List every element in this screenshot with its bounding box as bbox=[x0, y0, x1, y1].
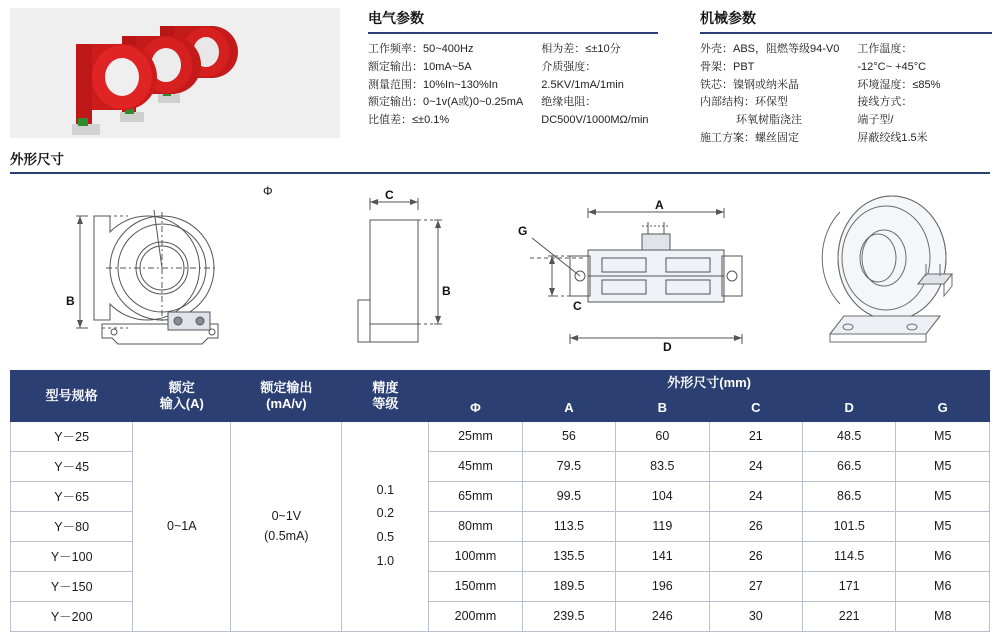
cell-c: 24 bbox=[709, 451, 802, 481]
cell-d: 171 bbox=[803, 571, 896, 601]
electrical-spec-block bbox=[368, 8, 658, 130]
label-top-a: A bbox=[655, 198, 664, 212]
label-side-c: C bbox=[385, 188, 394, 202]
cell-c: 21 bbox=[709, 421, 802, 451]
th-model: 型号规格 bbox=[11, 371, 133, 422]
cell-phi: 45mm bbox=[429, 451, 522, 481]
cell-d: 114.5 bbox=[803, 541, 896, 571]
electrical-col-2 bbox=[541, 41, 648, 130]
cell-c: 27 bbox=[709, 571, 802, 601]
dimensions-section-title: 外形尺寸 bbox=[10, 148, 990, 174]
table-header-row-1 bbox=[11, 371, 990, 396]
accuracy-value: 0.5 bbox=[376, 530, 395, 544]
cell-b: 104 bbox=[616, 481, 709, 511]
cell-c: 26 bbox=[709, 541, 802, 571]
th-rated-output-l2: (mA/v) bbox=[266, 395, 307, 411]
cell-b: 83.5 bbox=[616, 451, 709, 481]
accuracy-value: 0.2 bbox=[376, 506, 395, 521]
electrical-item: 介质强度： bbox=[541, 60, 597, 73]
mechanical-spec-block bbox=[700, 8, 992, 148]
accuracy-value: 1.0 bbox=[376, 553, 395, 568]
label-top-d: D bbox=[663, 340, 672, 354]
cell-a: 239.5 bbox=[522, 601, 615, 631]
cell-phi: 65mm bbox=[429, 481, 522, 511]
electrical-item: 绝缘电阻： bbox=[541, 96, 597, 109]
cell-a: 56 bbox=[522, 421, 615, 451]
cell-accuracy-merged bbox=[342, 421, 429, 631]
electrical-col-1 bbox=[368, 41, 523, 130]
electrical-item: 2.5KV/1mA/1min bbox=[541, 78, 624, 91]
accuracy-value: 0.1 bbox=[376, 482, 395, 497]
cell-b: 119 bbox=[616, 511, 709, 541]
cell-g: M8 bbox=[896, 601, 990, 631]
mechanical-item: 工作温度： bbox=[857, 43, 913, 55]
front-view-drawing bbox=[50, 172, 270, 366]
th-rated-output-l1: 额定输出 bbox=[260, 379, 313, 395]
cell-b: 246 bbox=[616, 601, 709, 631]
cell-phi: 25mm bbox=[429, 421, 522, 451]
cell-g: M6 bbox=[896, 541, 990, 571]
cell-phi: 150mm bbox=[429, 571, 522, 601]
cell-rated-output-l2: (0.5mA) bbox=[264, 529, 309, 543]
label-front-b: B bbox=[66, 294, 75, 308]
mechanical-item: 环境湿度：≤85% bbox=[857, 78, 941, 91]
th-dim-d: D bbox=[803, 396, 896, 421]
mechanical-item: 接线方式： bbox=[857, 96, 913, 109]
th-dim-c: C bbox=[709, 396, 802, 421]
side-view-drawing bbox=[330, 172, 470, 366]
cell-a: 135.5 bbox=[522, 541, 615, 571]
mechanical-item: 环氧树脂浇注 bbox=[736, 114, 802, 127]
th-dim-phi: Φ bbox=[429, 396, 522, 421]
cell-rated-output-merged bbox=[231, 421, 342, 631]
electrical-item: DC500V/1000MΩ/min bbox=[541, 114, 649, 127]
th-rated-output bbox=[231, 371, 342, 422]
mechanical-item: -12°C~ +45°C bbox=[857, 60, 927, 73]
cell-a: 99.5 bbox=[522, 481, 615, 511]
cell-d: 66.5 bbox=[803, 451, 896, 481]
cell-model: Y－150 bbox=[11, 571, 133, 601]
mechanical-col-2 bbox=[857, 41, 940, 148]
th-rated-input bbox=[133, 371, 231, 422]
table-row bbox=[11, 421, 990, 451]
cell-a: 189.5 bbox=[522, 571, 615, 601]
electrical-item: 比值差：≤±0.1% bbox=[368, 114, 450, 127]
product-photo-svg bbox=[10, 8, 340, 138]
isometric-view-drawing bbox=[800, 172, 990, 366]
th-dim-g: G bbox=[896, 396, 990, 421]
th-rated-input-l1: 额定 bbox=[168, 379, 195, 395]
cell-d: 101.5 bbox=[803, 511, 896, 541]
th-accuracy bbox=[342, 371, 429, 422]
label-top-c: C bbox=[573, 299, 582, 313]
mechanical-item: 端子型/ bbox=[857, 114, 894, 127]
mechanical-item: 施工方案：螺丝固定 bbox=[700, 132, 799, 145]
specification-table bbox=[10, 370, 990, 632]
cell-phi: 100mm bbox=[429, 541, 522, 571]
cell-c: 24 bbox=[709, 481, 802, 511]
cell-model: Y－200 bbox=[11, 601, 133, 631]
th-accuracy-l1: 精度 bbox=[372, 379, 399, 395]
electrical-item: 相为差：≤±10分 bbox=[541, 43, 621, 55]
cell-b: 196 bbox=[616, 571, 709, 601]
cell-model: Y－45 bbox=[11, 451, 133, 481]
cell-rated-output-l1: 0~1V bbox=[271, 509, 302, 523]
cell-g: M5 bbox=[896, 451, 990, 481]
mechanical-item: 外壳：ABS，阻燃等级94-V0 bbox=[700, 43, 840, 55]
cell-g: M5 bbox=[896, 481, 990, 511]
cell-c: 26 bbox=[709, 511, 802, 541]
cell-g: M5 bbox=[896, 511, 990, 541]
cell-g: M6 bbox=[896, 571, 990, 601]
cell-b: 141 bbox=[616, 541, 709, 571]
mechanical-item: 骨架：PBT bbox=[700, 60, 755, 73]
electrical-item: 工作频率：50~400Hz bbox=[368, 43, 474, 55]
cell-rated-input-merged: 0~1A bbox=[133, 421, 231, 631]
cell-model: Y－65 bbox=[11, 481, 133, 511]
mechanical-item: 铁芯：镍钢或纳米晶 bbox=[700, 78, 799, 91]
cell-d: 48.5 bbox=[803, 421, 896, 451]
label-front-phi: Φ bbox=[263, 184, 273, 198]
cell-a: 79.5 bbox=[522, 451, 615, 481]
cell-phi: 80mm bbox=[429, 511, 522, 541]
label-side-b: B bbox=[442, 284, 451, 298]
electrical-item: 测量范围：10%In~130%In bbox=[368, 78, 498, 91]
th-dim-a: A bbox=[522, 396, 615, 421]
cell-model: Y－80 bbox=[11, 511, 133, 541]
mechanical-item: 屏蔽绞线1.5米 bbox=[857, 132, 928, 145]
mechanical-col-1 bbox=[700, 41, 839, 148]
cell-c: 30 bbox=[709, 601, 802, 631]
label-top-g: G bbox=[518, 224, 528, 238]
th-dimensions-group: 外形尺寸(mm) bbox=[429, 371, 990, 396]
th-rated-input-l2: 输入(A) bbox=[159, 395, 204, 411]
cell-d: 86.5 bbox=[803, 481, 896, 511]
product-photo bbox=[10, 8, 340, 138]
cell-g: M5 bbox=[896, 421, 990, 451]
electrical-item: 额定输出：0~1v(A或)0~0.25mA bbox=[368, 96, 524, 109]
th-dim-b: B bbox=[616, 396, 709, 421]
electrical-item: 额定输出：10mA~5A bbox=[368, 60, 472, 73]
electrical-title: 电气参数 bbox=[368, 8, 658, 34]
cell-d: 221 bbox=[803, 601, 896, 631]
cell-a: 113.5 bbox=[522, 511, 615, 541]
mechanical-item: 内部结构：环保型 bbox=[700, 96, 788, 109]
cell-model: Y－100 bbox=[11, 541, 133, 571]
th-accuracy-l2: 等级 bbox=[372, 395, 399, 411]
cell-b: 60 bbox=[616, 421, 709, 451]
cell-model: Y－25 bbox=[11, 421, 133, 451]
drawings-area bbox=[10, 172, 990, 366]
mechanical-title: 机械参数 bbox=[700, 8, 992, 34]
cell-phi: 200mm bbox=[429, 601, 522, 631]
